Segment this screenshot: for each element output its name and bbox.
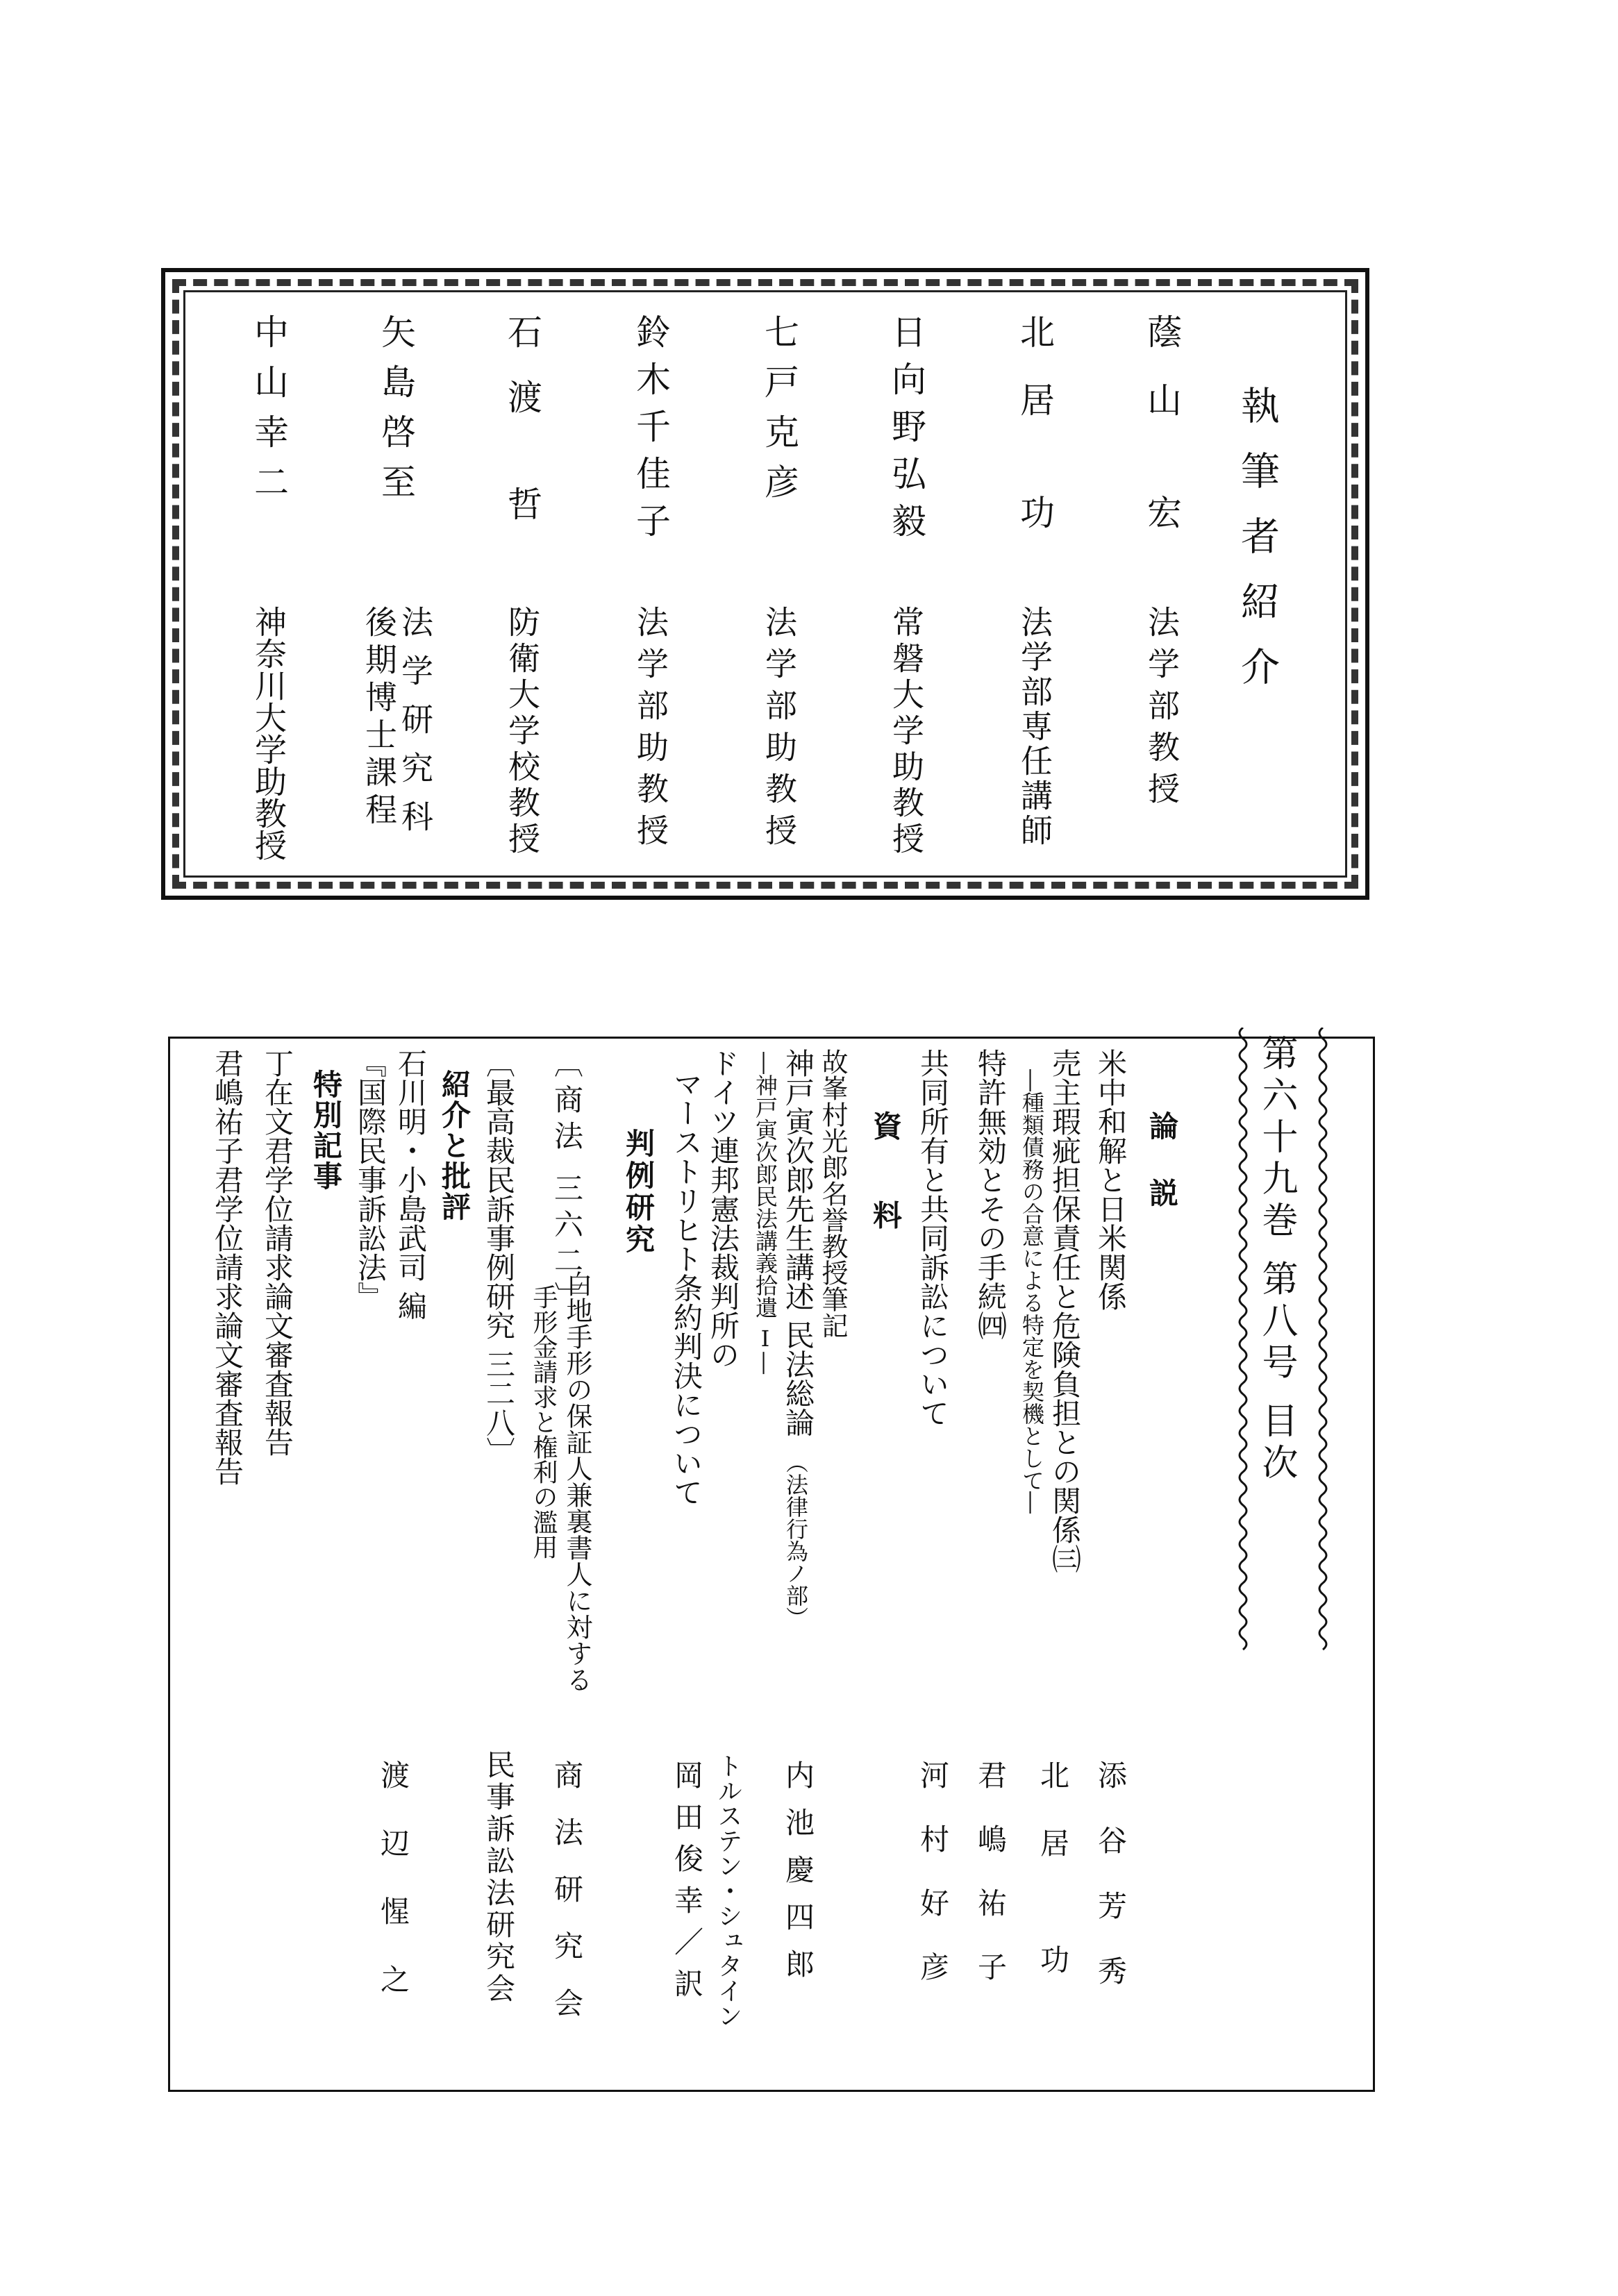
toc-title-wave-left (1236, 1028, 1250, 1652)
toc-item-title: 石川明・小島武司 編 (394, 1048, 428, 1321)
toc-item-author: トルステン・シュタイン (714, 1753, 742, 2028)
contributor-name: 北居 功 (1015, 314, 1055, 562)
contributor-affiliation: 防衛大学校教授 (503, 605, 541, 858)
contributor-affiliation: 法学部教授 (1143, 605, 1181, 814)
contributors-title: 執筆者紹介 (1235, 385, 1280, 712)
toc-item-author: 渡辺惺之 (376, 1760, 410, 2032)
section-heading-shiryo: 資 料 (869, 1111, 903, 1255)
contributor-name: 矢島啓至 (376, 314, 416, 514)
contributor-name: 鈴木千佳子 (631, 314, 671, 550)
section-heading-hanrei: 判例研究 (622, 1128, 656, 1256)
toc-title-wave-right (1316, 1028, 1330, 1652)
contributor-name: 中山幸二 (249, 314, 289, 514)
toc-title: 第六十九巻 第八号 目次 (1256, 1034, 1297, 1486)
toc-item-title: 故峯村光郎名誉教授筆記 (817, 1048, 848, 1339)
toc-item-title: マーストリヒト条約判決について (669, 1069, 703, 1507)
toc-item-title: ドイツ連邦憲法裁判所の (706, 1048, 740, 1369)
toc-item-description: 白地手形の保証人兼裏書人に対する (562, 1271, 592, 1693)
toc-item-subtitle: ―神戸寅次郎民法講義拾遺 Ⅰ― (752, 1052, 778, 1375)
contributor-name: 七戸克彦 (759, 314, 799, 514)
toc-item-author: 岡田俊幸／訳 (670, 1760, 704, 2010)
toc-item-author: 北居 功 (1036, 1760, 1070, 2013)
contributor-affiliation: 法学部専任講師 (1016, 605, 1053, 848)
toc-item-author: 河村好彦 (916, 1760, 950, 2016)
contributor-affiliation: 常磐大学助教授 (887, 605, 925, 858)
toc-item-title: 『国際民事訴訟法』 (353, 1048, 387, 1311)
toc-item-author: 民事訴訟法研究会 (482, 1750, 516, 2005)
section-heading-ronsetsu: 論 説 (1145, 1111, 1179, 1221)
toc-item-title: 〔最高裁民訴事例研究 三二八〕 (482, 1048, 516, 1466)
contributor-affiliation: 後期博士課程 (360, 605, 398, 830)
toc-item-title: 共同所有と共同訴訟について (916, 1048, 950, 1427)
toc-item-title: 米中和解と日米関係 (1094, 1048, 1128, 1311)
toc-item-author: 内池慶四郎 (781, 1760, 815, 1996)
toc-item-description: 手形金請求と権利の濫用 (529, 1284, 558, 1559)
toc-item-title: 特許無効とその手続㈣ (974, 1048, 1008, 1340)
toc-item-title: 売主瑕疵担保責任と危険負担との関係㈢ (1048, 1048, 1082, 1573)
section-heading-tokubetsu: 特別記事 (309, 1069, 343, 1191)
toc-item-author: 君嶋祐子 (974, 1760, 1008, 2016)
contributor-name: 石渡 哲 (502, 314, 542, 551)
toc-item-title: 君嶋祐子君学位請求論文審査報告 (210, 1048, 244, 1486)
toc-item-subtitle: ―種類債務の合意による特定を契機として― (1019, 1069, 1045, 1514)
toc-item-title: 丁在文君学位請求論文審査報告 (260, 1048, 294, 1457)
toc-item-paren: （法律行為ノ部） (783, 1451, 809, 1629)
contributor-affiliation: 神奈川大学助教授 (250, 605, 287, 861)
toc-item-author: 商法研究会 (550, 1760, 584, 2045)
toc-item-title: 〔商法 三六二〕 (550, 1048, 584, 1318)
contributor-affiliation: 法学部助教授 (632, 605, 669, 855)
contributor-affiliation: 法学部助教授 (760, 605, 798, 855)
section-heading-shokai: 紹介と批評 (437, 1069, 472, 1222)
contributor-name: 日向野弘毅 (886, 314, 926, 550)
toc-item-title: 神戸寅次郎先生講述 民法総論 (781, 1048, 815, 1437)
contributor-name: 蔭山 宏 (1142, 314, 1182, 562)
contributor-affiliation: 法学研究科 (397, 605, 434, 848)
toc-item-author: 添谷芳秀 (1094, 1760, 1128, 2021)
